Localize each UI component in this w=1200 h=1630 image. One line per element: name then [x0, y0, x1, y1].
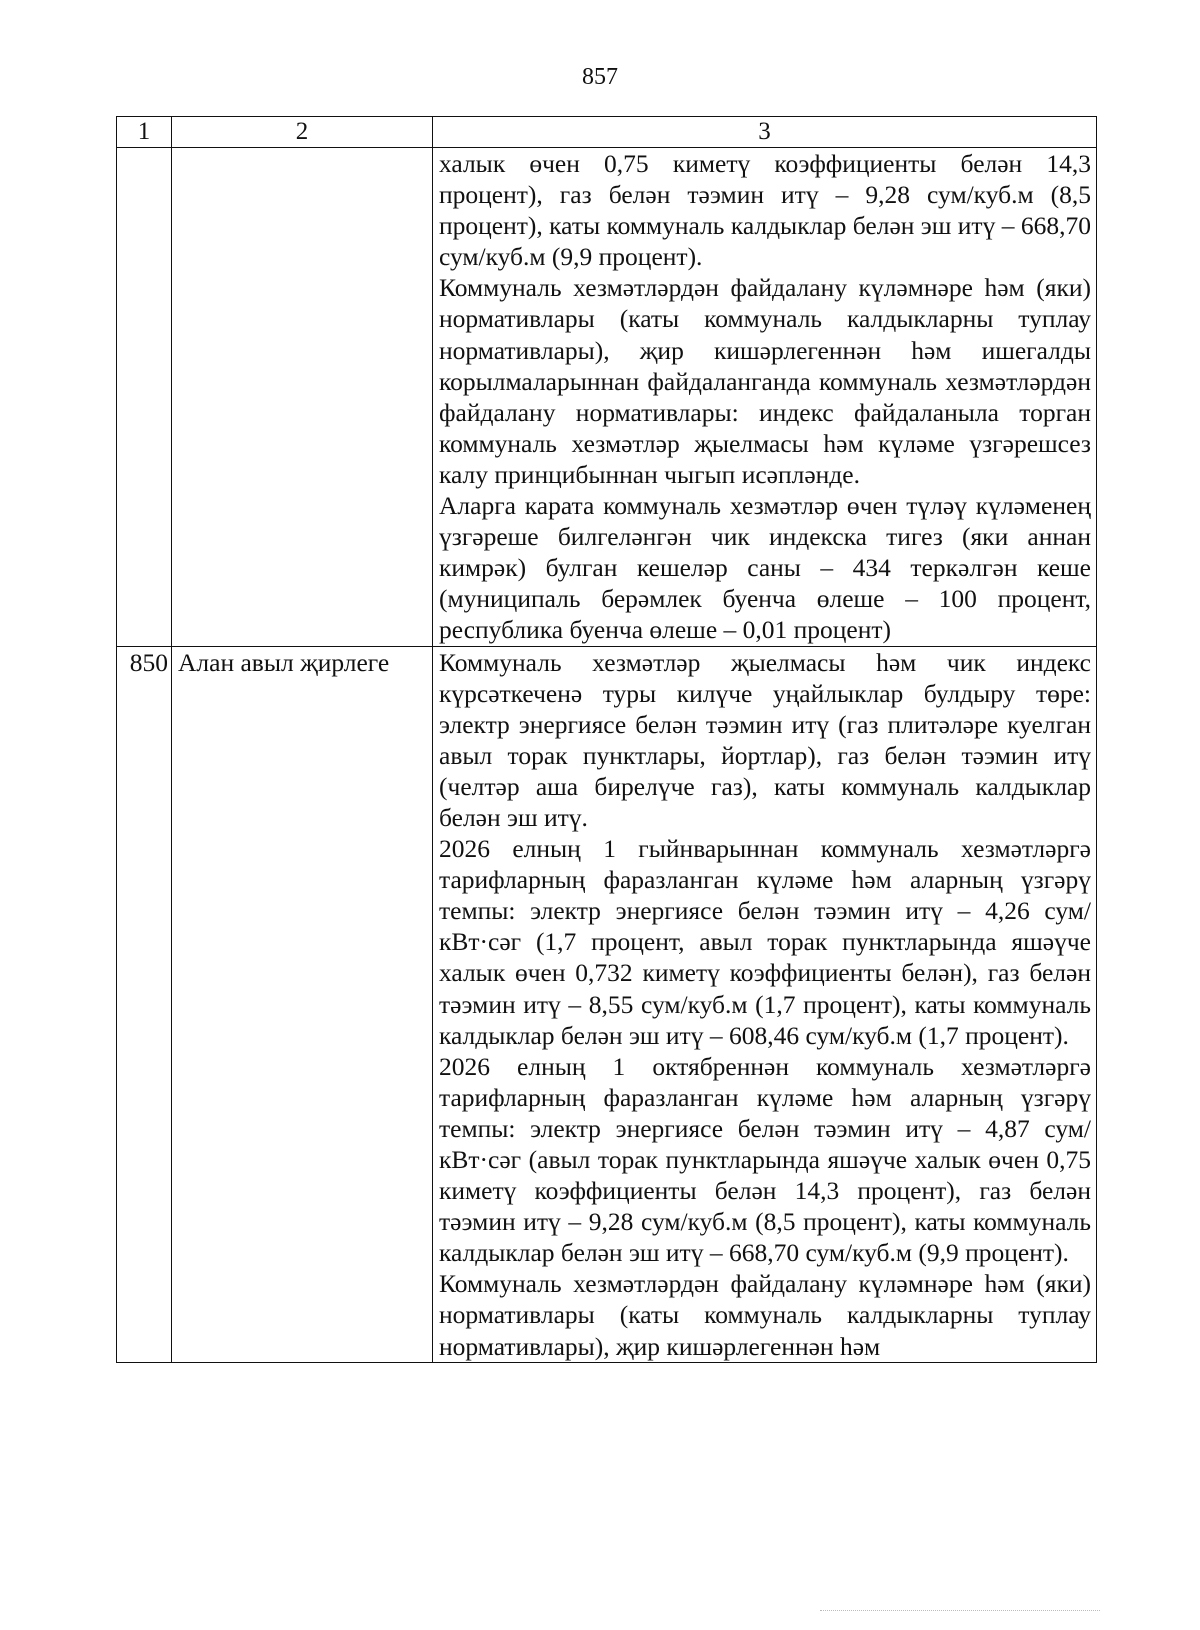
paragraph: 2026 елның 1 гыйнварыннан коммуналь хезмәтләргә тарифларның фаразланган күләме һәм аларның үзгәрү темпы: электр энергиясе белән тәэмин итү – 4,26 сум/кВт·сәг (1,7 процент, авыл торак пунктларында яшәүче халык өчен 0,732 киметү коэффициенты белән), газ белән тәэмин итү – 8,55 сум/куб.м (1,7 процент), каты коммуналь калдыклар белән эш итү – 608,46 сум/куб.м (1,7 процент). — [439, 834, 1091, 1050]
table-row — [117, 646, 1097, 1362]
paragraph: халык өчен 0,75 киметү коэффициенты белән 14,3 процент), газ белән тәэмин итү – 9,28 сум/куб.м (8,5 процент), каты коммуналь калдыклар белән эш итү – 668,70 сум/куб.м (9,9 процент). — [439, 149, 1091, 272]
row-content — [433, 148, 1097, 647]
paragraph: Коммуналь хезмәтләрдән файдалану күләмнәре һәм (яки) нормативлары (каты коммуналь калдыкларны туплау нормативлары), җир кишәрлегеннән һәм — [439, 1269, 1091, 1361]
table-header-row — [117, 117, 1097, 148]
page-number: 857 — [582, 64, 618, 90]
column-header-3: 3 — [433, 117, 1097, 148]
paragraph: Аларга карата коммуналь хезмәтләр өчен түләү күләменең үзгәреше билгеләнгән чик индекска тигез (яки аннан кимрәк) булган кешеләр саны – 434 теркәлгән кеше (муниципаль берәмлек буенча өлеше – 100 процент, республика буенча өлеше – 0,01 процент) — [439, 491, 1091, 645]
settlement-name: Алан авыл җирлеге — [172, 646, 433, 1362]
row-number: 850 — [117, 646, 172, 1362]
table-row — [117, 148, 1097, 647]
column-header-2: 2 — [172, 117, 433, 148]
settlement-name — [172, 148, 433, 647]
paragraph: 2026 елның 1 октябреннән коммуналь хезмәтләргә тарифларның фаразланган күләме һәм аларның үзгәрү темпы: электр энергиясе белән тәэмин итү – 4,87 сум/кВт·сәг (авыл торак пунктларында яшәүче халык өчен 0,75 киметү коэффициенты белән 14,3 процент), газ белән тәэмин итү – 9,28 сум/куб.м (8,5 процент), каты коммуналь калдыклар белән эш итү – 668,70 сум/куб.м (9,9 процент). — [439, 1051, 1091, 1268]
row-content — [433, 646, 1097, 1362]
scan-artifact-line — [820, 1610, 1100, 1613]
paragraph: Коммуналь хезмәтләрдән файдалану күләмнәре һәм (яки) нормативлары (каты коммуналь калдыкларны туплау нормативлары), җир кишәрлегеннән һәм ишегалды корылмаларыннан файдаланганда коммуналь хезмәтләрдән файдалану нормативлары: индекс файдаланыла торган коммуналь хезмәтләр җыелмасы һәм күләме үзгәрешсез калу принцибыннан чыгып исәпләнде. — [439, 273, 1091, 489]
column-header-1: 1 — [117, 117, 172, 148]
paragraph: Коммуналь хезмәтләр җыелмасы һәм чик индекс күрсәткеченә туры килүче уңайлыклар булдыру төре: электр энергиясе белән тәэмин итү (газ плитәләре куелган авыл торак пунктлары, йортлар), газ белән тәэмин итү (челтәр аша бирелүче газ), каты коммуналь калдыклар белән эш итү. — [439, 647, 1091, 832]
row-number — [117, 148, 172, 647]
tariff-table — [116, 116, 1097, 1363]
